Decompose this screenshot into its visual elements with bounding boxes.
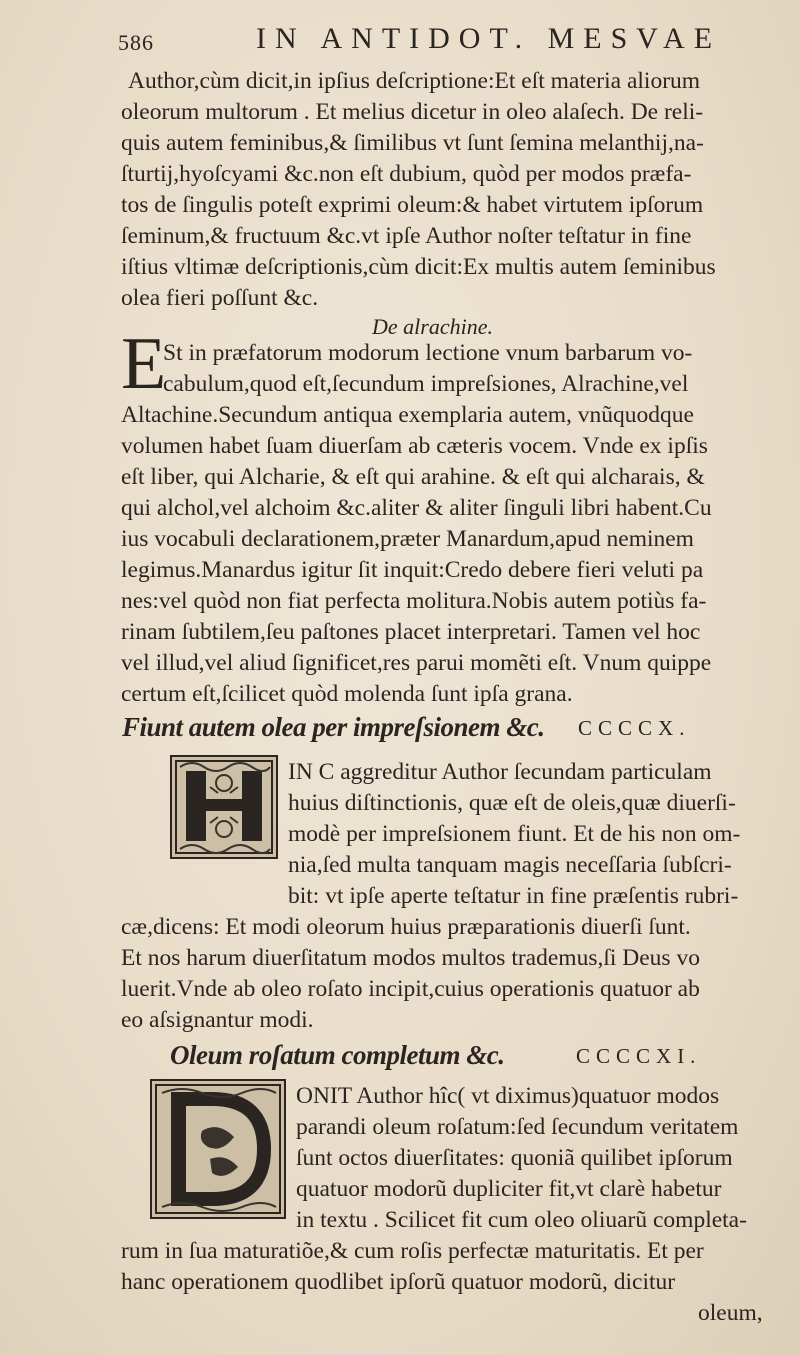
section-heading-fiunt: Fiunt autem olea per impreſsionem &c. (122, 712, 545, 742)
section-heading-alrachine: De alrachine. (372, 314, 493, 339)
text-line: eſt liber, qui Alcharie, & eſt qui arahine. & eſt qui alcharais, & (121, 464, 705, 490)
text-line: nia,ſed multa tanquam magis neceſſaria ſubſcri- (288, 852, 732, 878)
text-line: cæ,dicens: Et modi oleorum huius præparationis diuerſi ſunt. (121, 914, 691, 940)
woodcut-initial-d (150, 1079, 286, 1219)
text-line: legimus.Manardus igitur ſit inquit:Credo debere fieri veluti pa (121, 557, 704, 583)
text-line: rum in ſua maturatiõe,& cum roſis perfectæ maturitatis. Et per (121, 1238, 704, 1264)
text-line: eo aſsignantur modi. (121, 1007, 314, 1033)
text-line: St in præfatorum modorum lectione vnum barbarum vo- (163, 340, 693, 366)
section-number: CCCCXI. (576, 1044, 702, 1068)
text-line: Author,cùm dicit,in ipſius deſcriptione:Et eſt materia aliorum (128, 68, 701, 94)
text-line: modè per impreſsionem fiunt. Et de his non om- (288, 821, 741, 847)
text-line: huius diſtinctionis, quæ eſt de oleis,quæ diuerſi- (288, 790, 736, 816)
text-line: Altachine.Secundum antiqua exemplaria autem, vnũquodque (121, 402, 694, 428)
text-line: vel illud,vel aliud ſignificet,res parui momẽti eſt. Vnum quippe (121, 650, 712, 676)
text-line: quis autem feminibus,& ſimilibus vt ſunt ſemina melanthij,na- (121, 130, 704, 156)
text-line: in textu . Scilicet fit cum oleo oliuarũ completa- (296, 1207, 747, 1233)
drop-capital-e: E (121, 323, 167, 405)
text-line: ONIT Author hîc( vt diximus)quatuor modos (296, 1083, 720, 1109)
section-number: CCCCX. (578, 716, 691, 740)
text-line: iſtius vltimæ deſcriptionis,cùm dicit:Ex multis autem ſeminibus (121, 254, 716, 280)
text-line: nes:vel quòd non fiat perfecta molitura.Nobis autem potiùs fa- (121, 588, 707, 614)
text-line: tos de ſingulis poteſt exprimi oleum:& habet virtutem ipſorum (121, 192, 704, 218)
text-line: cabulum,quod eſt,ſecundum impreſsiones, Alrachine,vel (163, 371, 689, 397)
text-line: oleorum multorum . Et melius dicetur in oleo alaſech. De reli- (121, 99, 704, 125)
woodcut-initial-h (170, 755, 278, 859)
text-line: ſeminum,& fructuum &c.vt ipſe Author noſter teſtatur in fine (121, 223, 692, 249)
text-line: hanc operationem quodlibet ipſorũ quatuor modorũ, dicitur (121, 1269, 676, 1295)
text-line: rinam ſubtilem,ſeu paſtones placet interpretari. Tamen vel hoc (121, 619, 701, 645)
text-line: parandi oleum roſatum:ſed ſecundum veritatem (296, 1114, 739, 1140)
text-line: ſturtij,hyoſcyami &c.non eſt dubium, quòd per modos præfa- (121, 161, 692, 187)
catchword: oleum, (698, 1300, 763, 1326)
text-line: luerit.Vnde ab oleo roſato incipit,cuius operationis quatuor ab (121, 976, 700, 1002)
text-line: ius vocabuli declarationem,præter Manardum,apud neminem (121, 526, 694, 552)
text-line: Et nos harum diuerſitatum modos multos trademus,ſi Deus vo (121, 945, 700, 971)
text-line: qui alchol,vel alchoim &c.aliter & aliter ſinguli libri habent.Cu (121, 495, 712, 521)
folio-number: 586 (118, 30, 154, 55)
text-line: volumen habet ſuam diuerſam ab cæteris vocem. Vnde ex ipſis (121, 433, 708, 459)
text-line: bit: vt ipſe aperte teſtatur in fine præſentis rubri- (288, 883, 739, 909)
running-title: IN ANTIDOT. MESVAE (256, 22, 722, 55)
page-header (118, 22, 758, 62)
section-heading-oleum-rosatum: Oleum roſatum completum &c. (170, 1040, 505, 1070)
text-line: quatuor modorũ dupliciter fit,vt clarè habetur (296, 1176, 722, 1202)
text-line: olea fieri poſſunt &c. (121, 285, 319, 311)
text-line: IN C aggreditur Author ſecundam particulam (288, 759, 712, 785)
text-line: certum eſt,ſcilicet quòd molenda ſunt ipſa grana. (121, 681, 573, 707)
text-line: ſunt octos diuerſitates: quoniã quilibet ipſorum (296, 1145, 733, 1171)
